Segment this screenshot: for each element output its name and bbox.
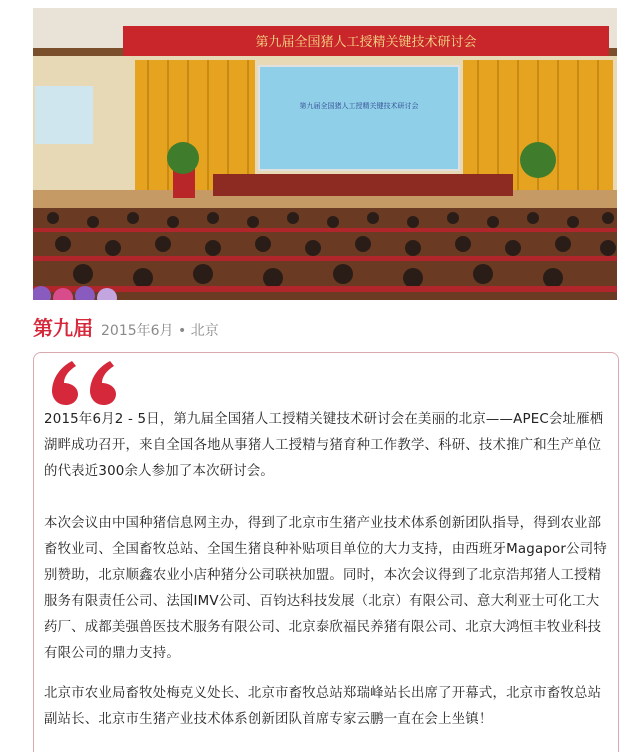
event-location: 北京 [190,323,219,339]
article-paragraph-3: 北京市农业局畜牧处梅克义处长、北京市畜牧总站郑瑞峰站长出席了开幕式，北京市畜牧总站副站长、北京市生猪产业技术体系创新团队首席专家云鹏一直在会上坐镇！ [44,686,602,727]
event-meta [101,320,219,340]
conference-photo [33,8,617,300]
screen-text: 第九届全国猪人工授精关键技术研讨会 [299,102,419,110]
conference-hall-illustration [33,8,617,300]
article-card [33,352,619,752]
quote-icon [52,361,122,405]
article-paragraph-2: 本次会议由中国种猪信息网主办，得到了北京市生猪产业技术体系创新团队指导，得到农业部畜牧业司、全国畜牧总站、全国生猪良种补贴项目单位的大力支持，由西班牙Magapor公司特别赞助，北京顺鑫农业小店种猪分公司联袂加盟。同时，本次会议得到了北京浩邦猪人工授精服务有限责任公司、法国IMV公司、百钧达科技发展（北京）有限公司、意大利亚士可化工大药厂、成都美强兽医技术服务有限公司、北京泰欣福民养猪有限公司、北京大鸿恒丰牧业科技有限公司的鼎力支持。 [44,516,607,661]
event-date: 2015年6月 [101,323,174,339]
banner-text: 第九届全国猪人工授精关键技术研讨会 [255,35,477,50]
edition-label: 第九届 [33,316,93,340]
article-paragraph-1: 2015年6月2 - 5日，第九届全国猪人工授精关键技术研讨会在美丽的北京——APEC会址雁栖湖畔成功召开，来自全国各地从事猪人工授精与猪育种工作教学、科研、技术推广和生产单位的代表近300余人参加了本次研讨会。 [44,412,604,479]
event-heading [33,312,219,340]
meta-separator: • [178,323,187,339]
